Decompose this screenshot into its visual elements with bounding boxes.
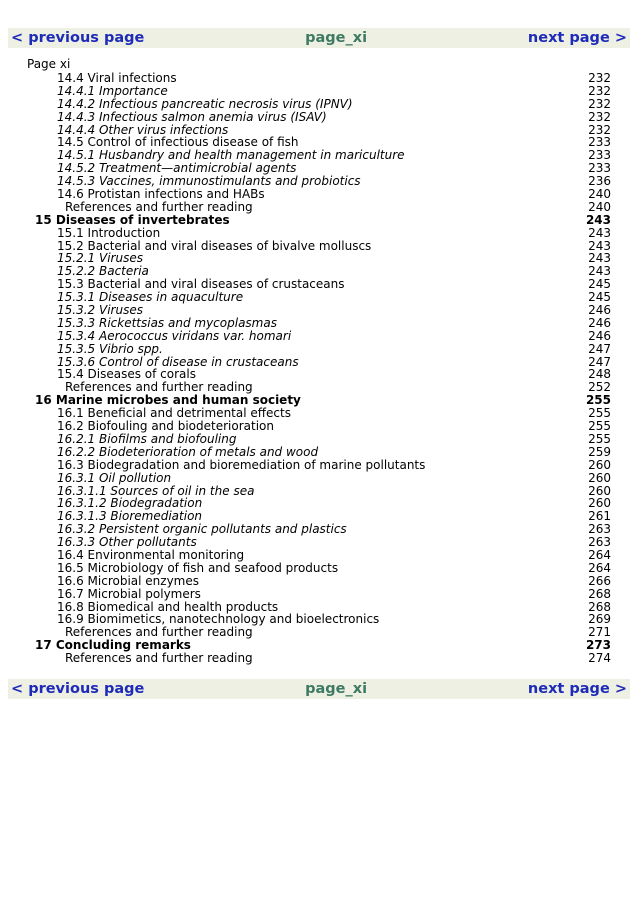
toc-entry-title: References and further reading — [65, 199, 253, 214]
toc-entry — [0, 343, 638, 356]
toc-entry-title: 14.5 Control of infectious disease of fish — [57, 135, 299, 150]
toc-entry-title: 16.5 Microbiology of fish and seafood products — [57, 560, 339, 575]
toc-entry-title: 14.4.3 Infectious salmon anemia virus (ISAV) — [57, 109, 327, 124]
toc-entry-title: 16.8 Biomedical and health products — [57, 599, 279, 614]
toc-entry — [0, 330, 638, 343]
toc-entry-page: 240 — [588, 199, 611, 214]
toc-entry-page: 248 — [588, 367, 611, 382]
toc-entry-title: 14.5.3 Vaccines, immunostimulants and probiotics — [57, 174, 361, 189]
toc-entry — [0, 472, 638, 485]
toc-entry-page: 246 — [588, 315, 611, 330]
toc-entry-page: 264 — [588, 560, 611, 575]
toc-entry — [0, 304, 638, 317]
toc-entry — [0, 111, 638, 124]
toc-entry — [0, 588, 638, 601]
toc-entry — [0, 188, 638, 201]
toc-entry-page: 252 — [588, 380, 611, 395]
toc-entry — [0, 446, 638, 459]
toc-entry-title: 15.3.4 Aerococcus viridans var. homari — [57, 328, 292, 343]
toc-entry-page: 263 — [588, 535, 611, 550]
toc-entry-page: 233 — [588, 161, 611, 176]
toc-entry-title: 14.4.4 Other virus infections — [57, 122, 229, 137]
toc-entry — [0, 575, 638, 588]
toc-entry-page: 273 — [585, 638, 611, 653]
toc-entry-page: 232 — [588, 96, 611, 111]
toc-entry-title: 15.3 Bacterial and viral diseases of crustaceans — [57, 277, 345, 292]
toc-entry-page: 236 — [588, 174, 611, 189]
toc-entry-page: 260 — [588, 470, 611, 485]
toc-entry — [0, 227, 638, 240]
toc-entry-page: 269 — [588, 612, 611, 627]
toc-entry-title: 16.7 Microbial polymers — [57, 586, 201, 601]
toc-entry-title: References and further reading — [65, 380, 253, 395]
toc-entry-page: 261 — [588, 509, 611, 524]
toc-entry — [0, 317, 638, 330]
toc-entry — [0, 652, 638, 665]
toc-entry-page: 240 — [588, 187, 611, 202]
toc-entry — [0, 549, 638, 562]
toc-entry-title: 15.4 Diseases of corals — [57, 367, 196, 382]
toc-entry-page: 264 — [588, 547, 611, 562]
toc-entry-title: References and further reading — [65, 651, 253, 666]
toc-entry-page: 274 — [588, 651, 611, 666]
toc-entry-page: 260 — [588, 457, 611, 472]
toc-entry-title: 14.5.1 Husbandry and health management in mariculture — [57, 148, 405, 163]
toc-entry-title: 15.3.1 Diseases in aquaculture — [57, 290, 244, 305]
toc-entry — [0, 201, 638, 214]
toc-entry — [0, 433, 638, 446]
toc-entry-title: 16.9 Biomimetics, nanotechnology and bioelectronics — [57, 612, 380, 627]
toc-entry-page: 255 — [588, 431, 611, 446]
bottom-nav-bar — [8, 679, 630, 699]
toc-entry-page: 232 — [588, 83, 611, 98]
toc-entry-page: 263 — [588, 522, 611, 537]
previous-page-link[interactable]: < previous page — [11, 30, 145, 46]
toc-entry-page: 266 — [588, 573, 611, 588]
toc-entry-page: 268 — [588, 586, 611, 601]
toc-entry-title: 16.2 Biofouling and biodeterioration — [57, 419, 274, 434]
toc-entry-title: 14.4.2 Infectious pancreatic necrosis virus (IPNV) — [57, 96, 353, 111]
toc-entry-title: 15.2.2 Bacteria — [57, 264, 149, 279]
toc-entry-title: 16.4 Environmental monitoring — [57, 547, 245, 562]
toc-entry-title: 14.4.1 Importance — [57, 83, 168, 98]
toc-entry — [0, 459, 638, 472]
toc-entry-page: 233 — [588, 148, 611, 163]
toc-entry-title: 16.3.1 Oil pollution — [57, 470, 172, 485]
toc-entry — [0, 85, 638, 98]
toc-entry-title: 14.4 Viral infections — [57, 71, 177, 85]
toc-entry-page: 232 — [588, 109, 611, 124]
toc-entry-title: 16.3.1.1 Sources of oil in the sea — [57, 483, 255, 498]
next-page-link[interactable]: next page > — [527, 30, 627, 46]
next-page-link-bottom[interactable]: next page > — [527, 681, 627, 697]
page-number-label: Page xi — [27, 57, 71, 71]
current-page-label: page_xi — [305, 30, 368, 46]
top-nav-bar — [8, 28, 630, 48]
toc-entry-page: 247 — [588, 341, 611, 356]
toc-entry-title: 15.3.6 Control of disease in crustaceans — [57, 354, 299, 369]
toc-entry-title: 16.3.3 Other pollutants — [57, 535, 197, 550]
toc-entry-page: 268 — [588, 599, 611, 614]
toc-entry — [0, 420, 638, 433]
toc-entry-page: 232 — [588, 71, 611, 85]
toc-entry-page: 271 — [588, 625, 611, 640]
toc-entry-page: 246 — [588, 303, 611, 318]
toc-entry-title: 16.3.2 Persistent organic pollutants and plastics — [57, 522, 347, 537]
toc-entry-title: 16.3.1.3 Bioremediation — [57, 509, 203, 524]
toc-entry-title: References and further reading — [65, 625, 253, 640]
toc-entry-title: 14.6 Protistan infections and HABs — [57, 187, 265, 202]
toc-entry-title: 16.2.2 Biodeterioration of metals and wood — [57, 444, 319, 459]
toc-entry-title: 15.3.3 Rickettsias and mycoplasmas — [57, 315, 277, 330]
toc-entry-title: 16.3.1.2 Biodegradation — [57, 496, 203, 511]
toc-entry-title: 15 Diseases of invertebrates — [35, 212, 230, 227]
toc-entry-page: 255 — [585, 393, 611, 408]
toc-entry-title: 15.3.5 Vibrio spp. — [57, 341, 163, 356]
toc-entry-page: 243 — [588, 225, 611, 240]
toc-entry-page: 260 — [588, 483, 611, 498]
table-of-contents — [0, 72, 638, 665]
toc-entry-page: 243 — [588, 264, 611, 279]
toc-entry-title: 15.1 Introduction — [57, 225, 161, 240]
toc-entry — [0, 214, 638, 227]
toc-entry-page: 243 — [588, 238, 611, 253]
toc-entry-page: 259 — [588, 444, 611, 459]
toc-entry-page: 245 — [588, 290, 611, 305]
toc-entry-title: 15.3.2 Viruses — [57, 303, 143, 318]
toc-entry-title: 15.2.1 Viruses — [57, 251, 143, 266]
toc-entry-page: 233 — [588, 135, 611, 150]
toc-entry-page: 255 — [588, 419, 611, 434]
toc-entry-page: 232 — [588, 122, 611, 137]
toc-entry — [0, 98, 638, 111]
toc-entry-page: 247 — [588, 354, 611, 369]
previous-page-link-bottom[interactable]: < previous page — [11, 681, 145, 697]
toc-entry-page: 243 — [585, 212, 611, 227]
toc-entry-title: 16.2.1 Biofilms and biofouling — [57, 431, 237, 446]
toc-entry-page: 243 — [588, 251, 611, 266]
toc-entry — [0, 562, 638, 575]
toc-entry-title: 16.3 Biodegradation and bioremediation of marine pollutants — [57, 457, 426, 472]
toc-entry-page: 246 — [588, 328, 611, 343]
toc-entry-page: 260 — [588, 496, 611, 511]
current-page-label-bottom: page_xi — [305, 681, 368, 697]
toc-entry-title: 16.6 Microbial enzymes — [57, 573, 199, 588]
toc-entry-page: 255 — [588, 406, 611, 421]
toc-entry-page: 245 — [588, 277, 611, 292]
toc-entry-title: 17 Concluding remarks — [35, 638, 191, 653]
toc-entry-title: 16 Marine microbes and human society — [35, 393, 301, 408]
toc-entry-title: 14.5.2 Treatment—antimicrobial agents — [57, 161, 297, 176]
toc-entry — [0, 72, 638, 85]
toc-entry-title: 16.1 Beneficial and detrimental effects — [57, 406, 291, 421]
toc-entry-title: 15.2 Bacterial and viral diseases of bivalve molluscs — [57, 238, 372, 253]
